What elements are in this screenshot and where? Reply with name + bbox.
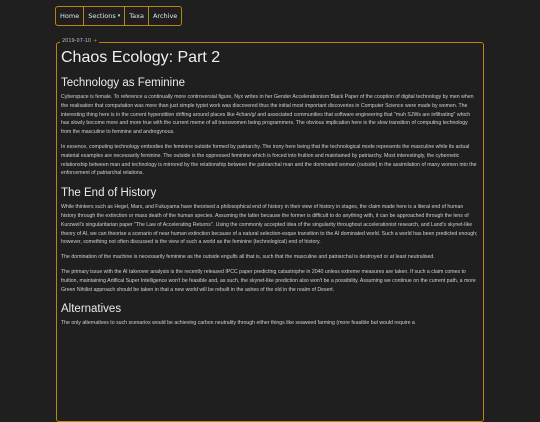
nav-archive-label: Archive: [152, 12, 178, 20]
section-heading: Technology as Feminine: [61, 77, 186, 89]
section-heading: Alternatives: [61, 303, 122, 316]
nav-sections-label: Sections: [88, 12, 116, 20]
plus-icon[interactable]: +: [93, 38, 98, 44]
nav-home[interactable]: [56, 7, 84, 25]
paragraph: Cyberspace is female. To reference a continually more controversial figure, Nyx writes in her Gender Accelerationism Black Paper of the cooption of digital technology by men when the realisation that computation was more than just simple typist work was discovered thus the initial most important discoveries in Computer Science were made by women. The interesting thing here is in the current hyperstition drifting around places like 4chan/g/ and associated communities that software engineering that "muh SJWs are infiltrating" which has slowly become more and more true with the current meme of all transwomen being programmers. The obvious implication here is the slow transition of computing technology from the masculine to feminine and androgynous.: [61, 94, 474, 136]
paragraph: The primary issue with the AI takeover analysis is the recently released IPCC paper predicting catastrophe in 2040 unless extreme measures are taken. If such a claim comes to fruition, maintaining Artifical Super Intelligence won't be feasible and, as such, the skynet-like prediction also won't be a possibility. Assuming we continue on the current path, a more Green Nihilist approach should be taken in that a new world will be rebuilt in the ashes of the old in the realm of Desert.: [61, 268, 476, 293]
nav-archive[interactable]: [149, 7, 181, 25]
nav-sections[interactable]: [84, 7, 125, 25]
nav-taxa-label: Taxa: [129, 12, 144, 20]
paragraph: The domination of the machine is necessarily feminine as the outside engulfs all that is, such that the masculine and patriarchal is destroyed or at least neutralised.: [61, 254, 435, 261]
nav-taxa[interactable]: [125, 7, 149, 25]
post-date: [60, 38, 99, 44]
post-title: Chaos Ecology: Part 2: [61, 49, 221, 66]
paragraph: The only alternatives to such scenarios would be achieving carbon neutrality through either things like seaweed farming (more feasible but would require a: [61, 320, 415, 327]
section-heading: The End of History: [61, 187, 157, 200]
paragraph: In essence, computing technology embodies the feminine outside formed by patriarchy. The irony here being that the technological mode represents the masculine while its actual material examples are necessarily feminine. The outside is the oppressed feminine which is forced into fruition and maintained by patriarchy. Most interestingly, the cybernetic relationship between man and technology is mirrored by the relationship between the patriarchal man and the dominated woman (outside) in the assimilation of many women into the enforcement of patriarchal relations.: [61, 143, 477, 177]
caret-down-icon: ▾: [117, 13, 121, 19]
paragraph: While thinkers such as Hegel, Marx, and Fukuyama have theorised a philosophical end of history in their view of history in stages, the claim made here is a literal end of human history through the extinction or mass death of the human species. Assuming the latter because the former is difficult to do anything with, it can be approached through the lens of Kurzweil's singularitarian paper "The Law of Accelerating Returns". Using the commonly accepted idea of the singularity throughout accelerationist research, and Land's skynet-like theory of AI, we can theorise a scenario of near human extinction because of a natural selection-esque transition to the AI dominated world. Such a world has been predicted enough; however, something not often discussed is the view of such a world as the feminine (technological) end of history.: [61, 204, 478, 246]
post-content: [61, 48, 479, 334]
top-nav: [55, 6, 182, 26]
nav-home-label: Home: [60, 12, 80, 20]
post-date-text: 2019-07-10: [62, 38, 92, 44]
